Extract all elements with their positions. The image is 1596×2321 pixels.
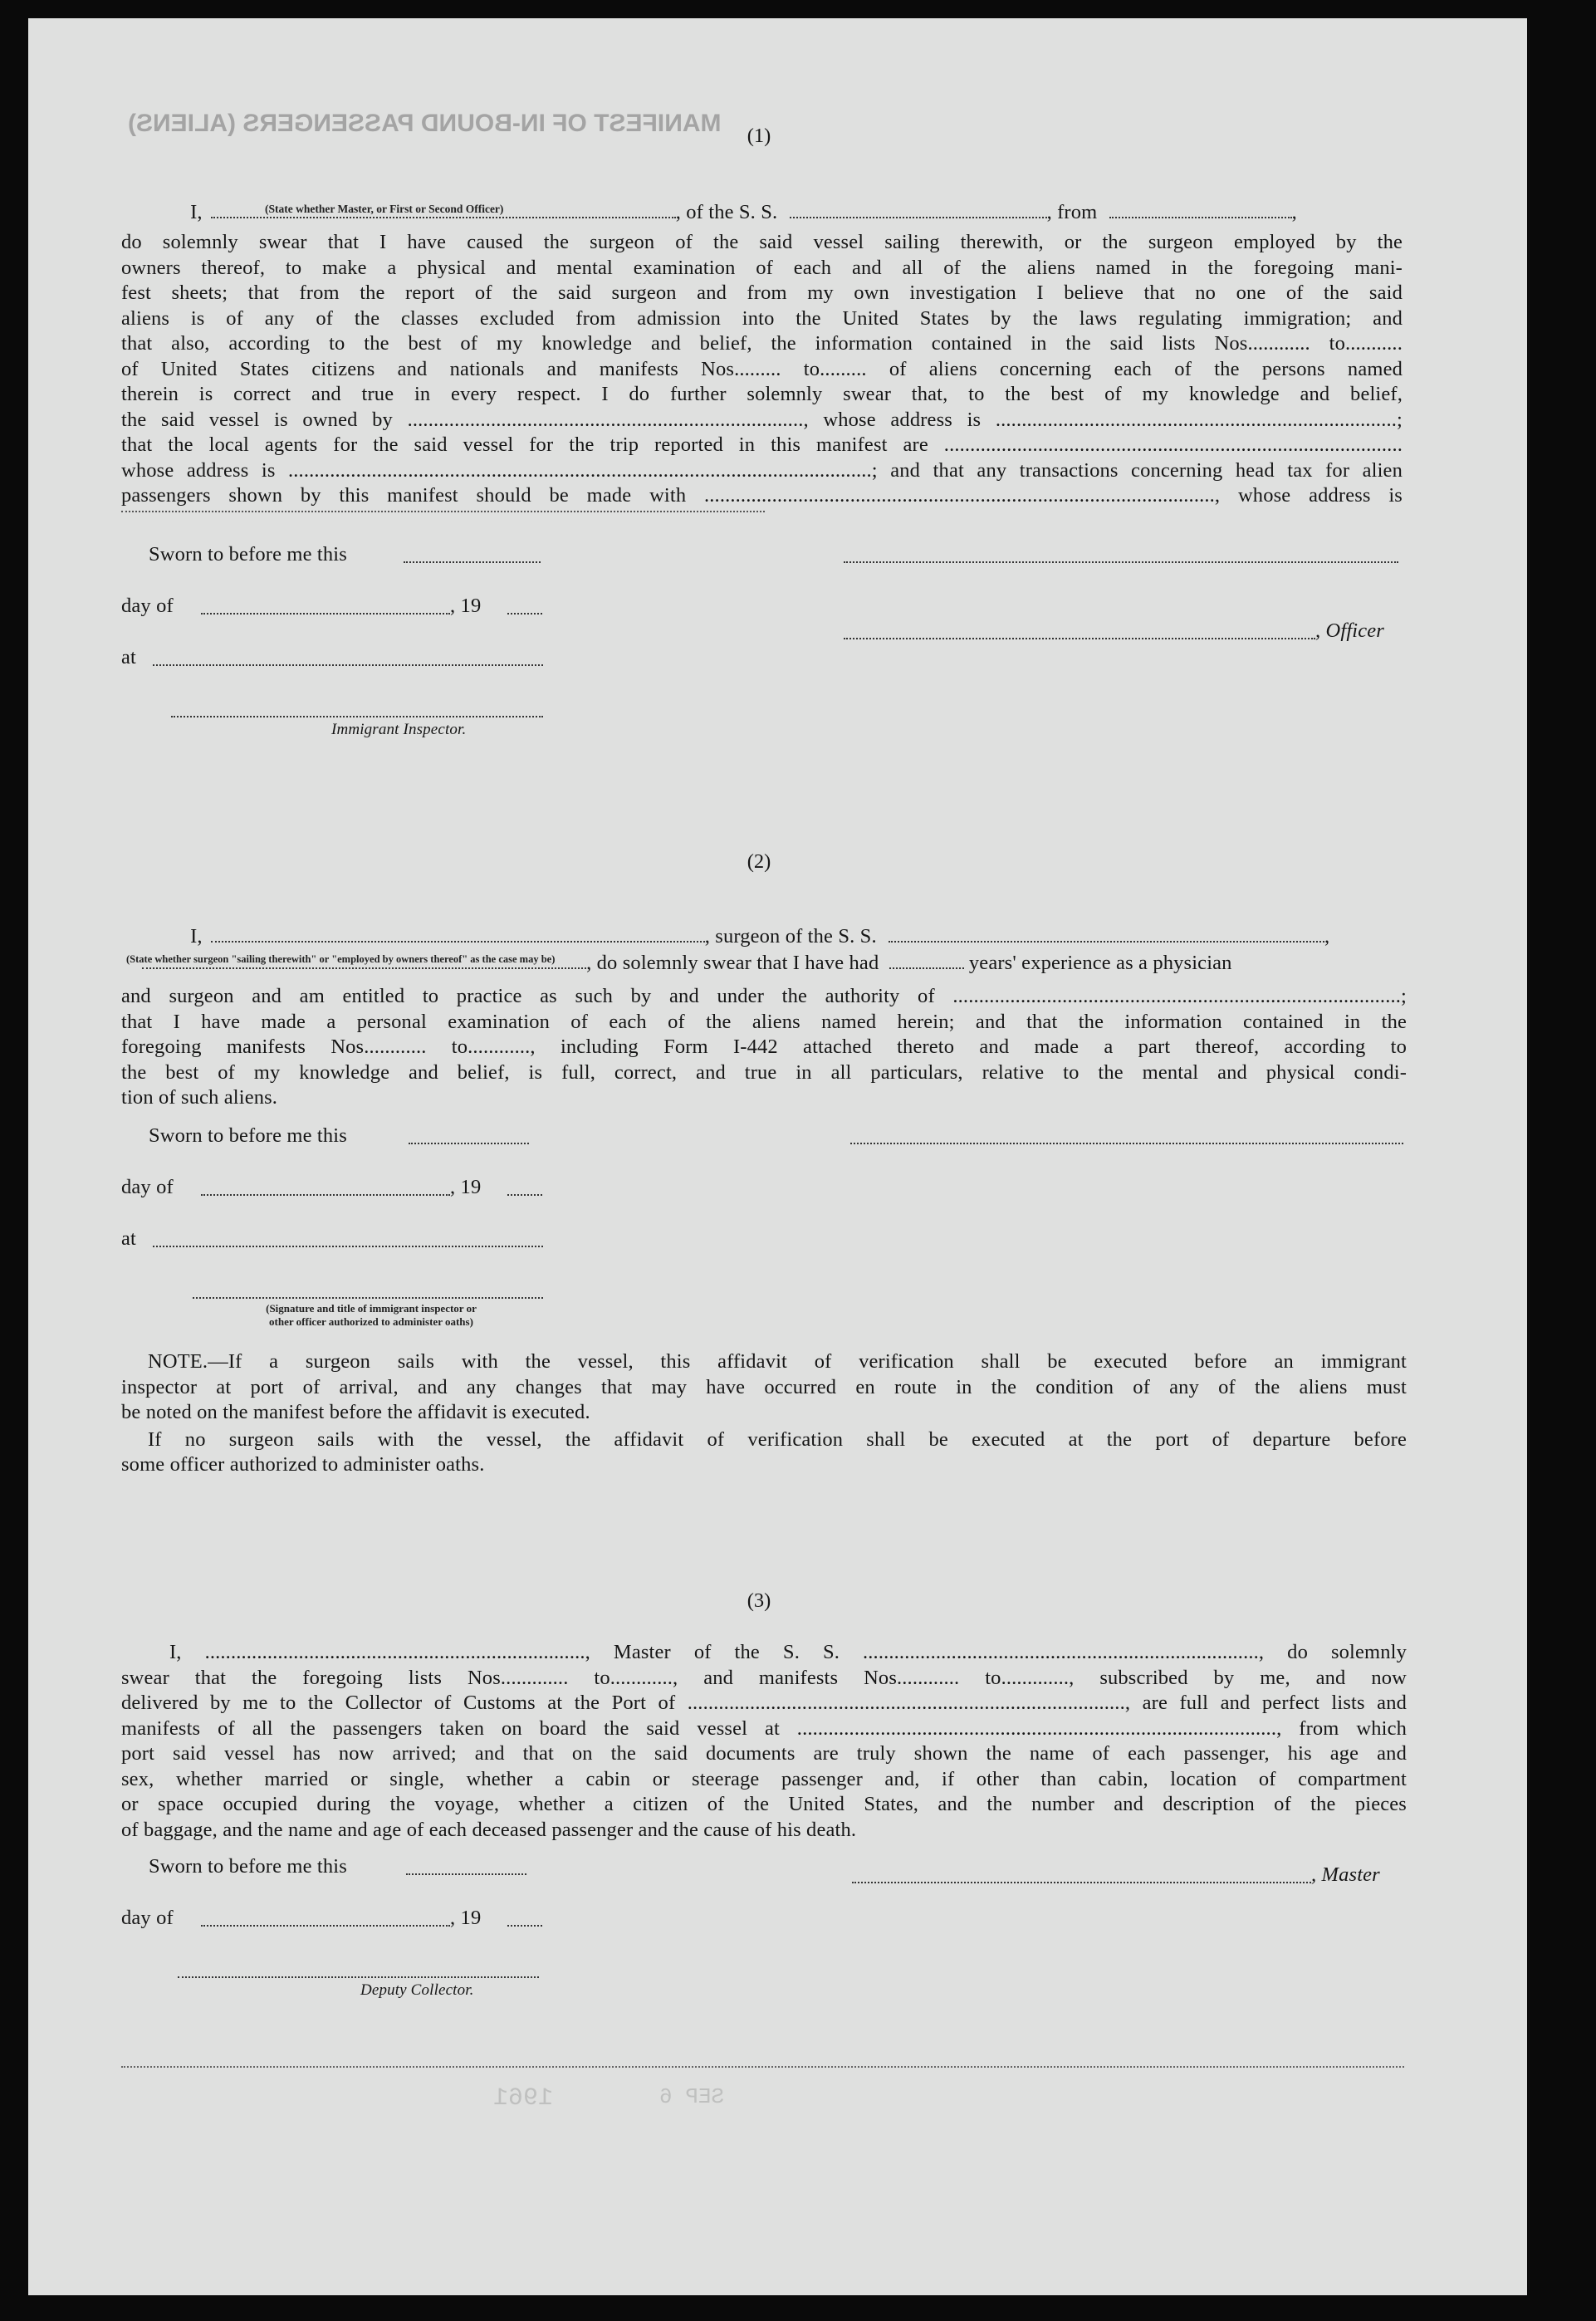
s2-comma: , [1324,925,1330,947]
s1-body-line: whose address is ................................................................................................................; and that any transactions concerning head tax for alien [121,458,1403,482]
s1-officer-signature-line-top[interactable] [844,561,1398,563]
s1-year: , 19 [450,595,482,617]
s2-note-line: inspector at port of arrival, and any changes that may have occurred en route in the condition of any of the aliens must [121,1375,1407,1398]
s2-body-line: tion of such aliens. [121,1086,278,1109]
s3-collector-label: Deputy Collector. [360,1981,474,1999]
s3-body-line: port said vessel has now arrived; and that on the said documents are truly shown the name of each passenger, his age and [121,1742,1407,1765]
s1-sworn-field[interactable] [404,561,541,563]
s2-day: day of [121,1176,174,1198]
bleed-through-header: MANIFEST OF IN-BOUND PASSENGERS (ALIENS) [128,110,722,137]
s2-note-line: NOTE.—If a surgeon sails with the vessel, this affidavit of verification shall be executed before an immigrant [148,1350,1407,1373]
s1-sworn: Sworn to before me this [149,543,347,566]
s3-day: day of [121,1907,174,1929]
s2-body-line: and surgeon and am entitled to practice as such by and under the authority of ......................................................................................; [121,985,1407,1007]
s3-year-field[interactable] [507,1925,542,1927]
s2-swear-label: , do solemnly swear that I have had [586,952,879,974]
s3-collector-signature-line[interactable] [178,1976,539,1978]
s1-body-line: do solemnly swear that I have caused the surgeon of the said vessel sailing therewith, or the surgeon employed by the [121,231,1403,253]
s3-sworn-field[interactable] [406,1873,526,1875]
s3-body-line: or space occupied during the voyage, whether a citizen of the United States, and the number and description of the pieces [121,1793,1407,1815]
s2-body-line: foregoing manifests Nos............ to............, including Form I-442 attached thereto and made a part thereof, according to [121,1036,1407,1058]
s1-body-line: that the local agents for the said vessel for the trip reported in this manifest are ........................................................................................ [121,433,1403,456]
s1-body-line: aliens is of any of the classes excluded from admission into the United States by the laws regulating immigration; and [121,306,1403,330]
s1-officer-field[interactable] [211,217,676,218]
s1-body-line: therein is correct and true in every respect. I do further solemnly swear that, to the best of my knowledge and belief, [121,383,1403,405]
s1-inspector-signature-line[interactable] [171,716,543,717]
bleed-through-date: SEP 6 [659,2084,725,2109]
s2-body-line: that I have made a personal examination of each of the aliens named herein; and that the information contained in the [121,1010,1407,1033]
s2-day-field[interactable] [201,1194,450,1196]
s1-day-field[interactable] [201,613,450,615]
s1-address-line [121,511,765,512]
s2-sworn-field[interactable] [409,1143,529,1144]
s3-body-line: manifests of all the passengers taken on board the said vessel at ............................................................................................, from which [121,1716,1407,1740]
s1-at-field[interactable] [153,664,543,666]
s3-sworn: Sworn to before me this [149,1855,347,1878]
s1-body-line: passengers shown by this manifest should be made with .................................................................................................., whose address is [121,484,1403,507]
s2-year-field[interactable] [507,1194,542,1196]
s2-note-line: be noted on the manifest before the affidavit is executed. [121,1401,590,1423]
s2-years-field[interactable] [889,967,964,969]
s1-year-field[interactable] [507,613,542,615]
s1-caption-officer: (State whether Master, or First or Second Officer) [265,203,504,215]
s2-note-line: some officer authorized to administer oaths. [121,1453,485,1476]
s2-caption: (State whether surgeon "sailing therewith" or "employed by owners thereof" as the case may be) [126,953,556,965]
s2-sig-caption: (Signature and title of immigrant inspector or other officer authorized to administer oaths) [266,1302,477,1328]
s1-at: at [121,646,136,668]
s2-note-line: If no surgeon sails with the vessel, the affidavit of verification shall be executed at the port of departure before [148,1427,1407,1451]
s2-at: at [121,1227,136,1250]
section-3-number: (3) [747,1589,771,1612]
s1-i-label: I, [190,201,203,223]
s1-from-field[interactable] [1109,217,1292,218]
s3-body-line: swear that the foregoing lists Nos............. to............, and manifests Nos............ to............., subscribed by me, and now [121,1666,1407,1689]
s1-body-line: that also, according to the best of my knowledge and belief, the information contained in the said lists Nos............ to........... [121,332,1403,355]
s2-inspector-signature-line[interactable] [193,1297,543,1299]
s1-body-line: owners thereof, to make a physical and mental examination of each and all of the aliens named in the foregoing mani- [121,256,1403,279]
s1-of-ss-label: , of the S. S. [675,201,778,223]
manifest-affidavit-page [28,18,1527,2295]
s2-signature-line[interactable] [850,1143,1403,1144]
s2-year: , 19 [450,1176,482,1198]
s1-body-line: the said vessel is owned by ............................................................................, whose address is .............................................................................; [121,408,1403,431]
section-2-number: (2) [747,850,771,873]
s1-vessel-field[interactable] [790,217,1047,218]
s3-day-field[interactable] [201,1925,450,1927]
s2-at-field[interactable] [153,1246,543,1247]
bleed-through-number: 1961 [493,2084,554,2113]
s1-body-line: of United States citizens and nationals and manifests Nos......... to......... of aliens concerning each of the persons named [121,357,1403,380]
s2-sailing-field[interactable] [142,967,586,969]
s1-from-label: , from [1046,201,1098,223]
s2-years-label: years' experience as a physician [968,952,1232,974]
s3-year: , 19 [450,1907,482,1929]
s1-comma: , [1291,201,1297,223]
bottom-rule [121,2066,1404,2068]
s3-body-line: sex, whether married or single, whether a cabin or steerage passenger and, if other than cabin, location of compartment [121,1767,1407,1790]
s2-body-line: the best of my knowledge and belief, is full, correct, and true in all particulars, relative to the mental and physical condi- [121,1060,1407,1084]
s3-body-line: I, ........................................................................., Master of the S. S. ............................................................................, do solemnly [169,1641,1407,1663]
s1-body-line: fest sheets; that from the report of the said surgeon and from my own investigation I believe that no one of the said [121,282,1403,304]
s1-officer-signature-line[interactable] [844,638,1315,639]
s2-surgeon-of-ss-label: , surgeon of the S. S. [704,925,877,947]
s1-inspector-label: Immigrant Inspector. [331,721,467,738]
section-1-number: (1) [747,125,771,147]
s3-master-label: , Master [1311,1863,1380,1886]
s3-body-line: of baggage, and the name and age of each deceased passenger and the cause of his death. [121,1818,857,1841]
s1-day: day of [121,595,174,617]
s1-officer-label: , Officer [1315,619,1384,642]
s3-master-signature-line[interactable] [852,1882,1311,1883]
s2-sworn: Sworn to before me this [149,1124,347,1147]
s3-body-line: delivered by me to the Collector of Customs at the Port of ...................................................................................., are full and perfect lists and [121,1692,1407,1714]
s2-i-label: I, [190,925,203,947]
